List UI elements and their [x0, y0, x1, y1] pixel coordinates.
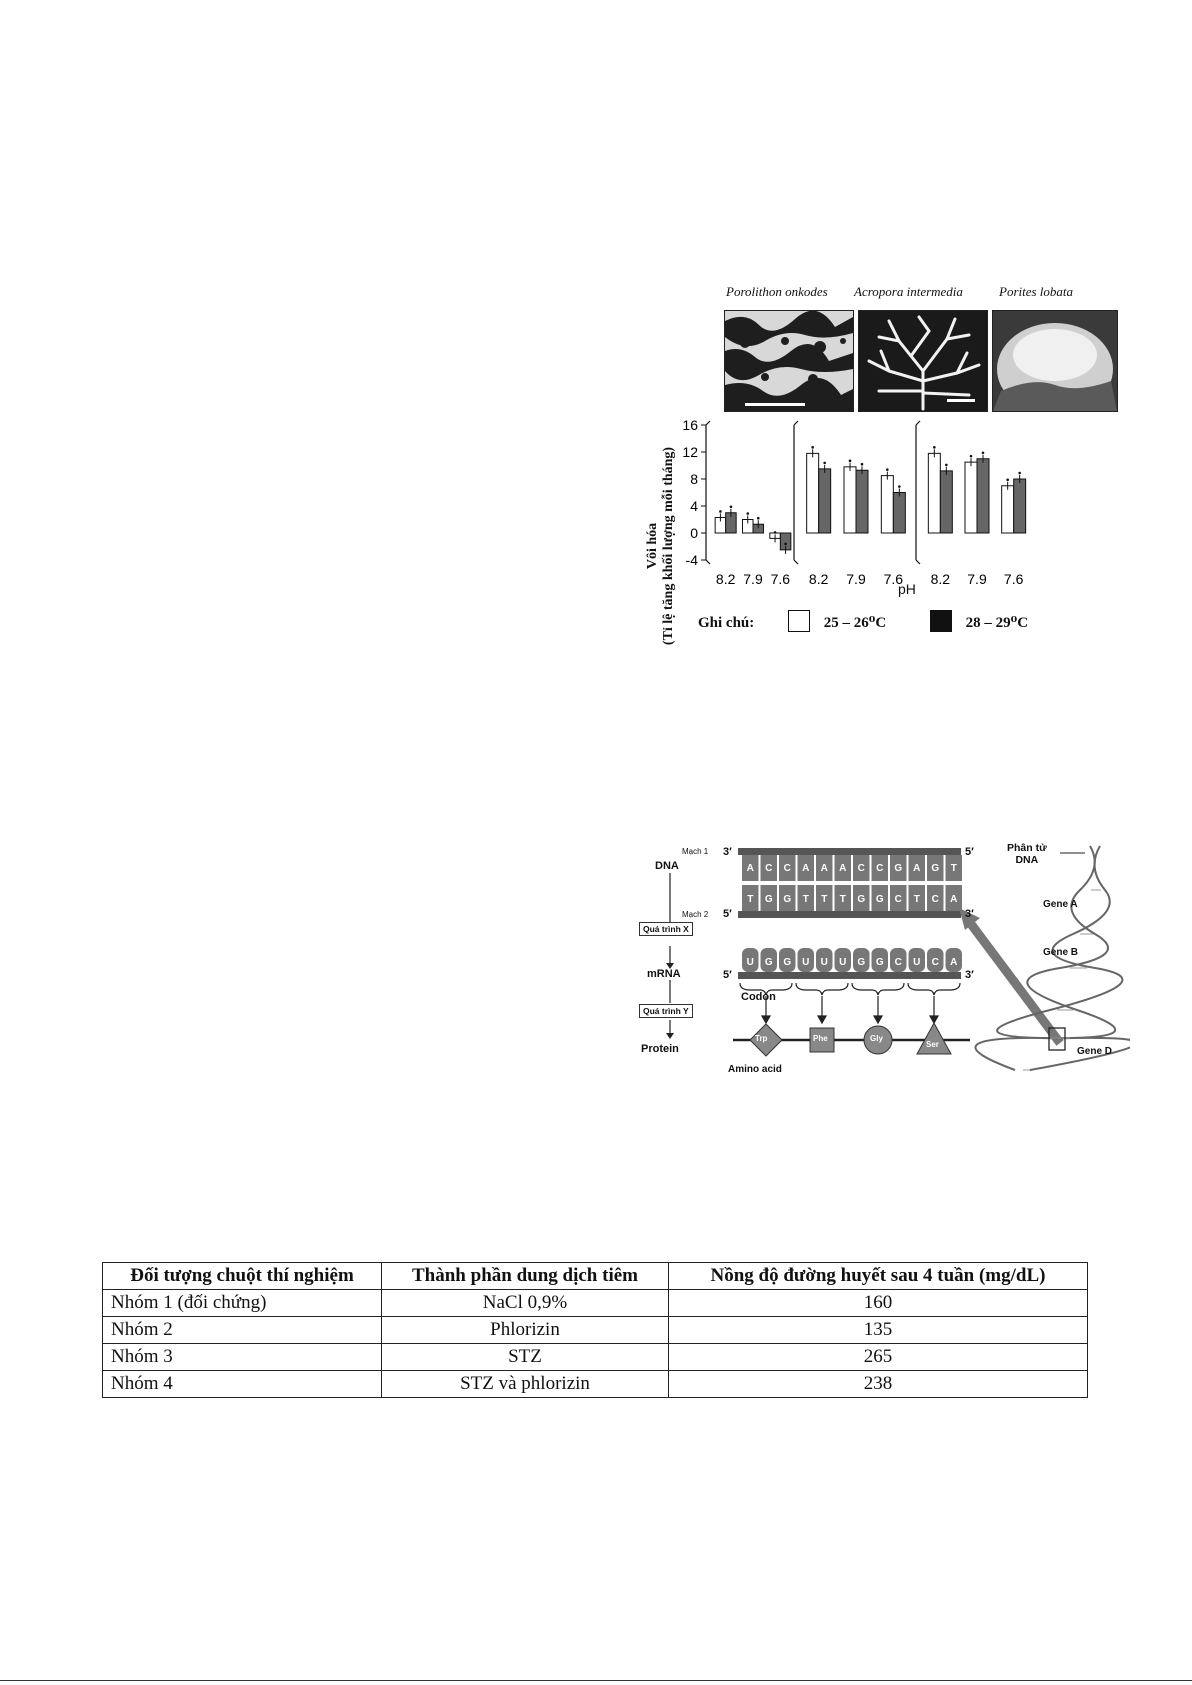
dna-base-letter: T: [913, 894, 920, 905]
coral-calcification-figure: [636, 270, 1116, 646]
axis-hook: [706, 421, 710, 425]
bar: [844, 467, 856, 533]
legend-white-label: 25 – 26⁰C: [823, 615, 887, 631]
dna-base-letter: A: [802, 863, 810, 874]
calcification-bar-chart: [636, 270, 1116, 640]
species-title-porites: Porites lobata: [999, 284, 1074, 299]
cell-injection: STZ: [382, 1344, 669, 1371]
data-point-dot: [730, 505, 733, 508]
mrna-5prime: 5′: [723, 969, 732, 981]
dna-base-letter: G: [857, 894, 866, 905]
data-point-dot: [898, 485, 901, 488]
cell-group: Nhóm 4: [103, 1371, 382, 1398]
mrna-base-letter: C: [931, 957, 939, 968]
axis-hook: [916, 560, 920, 564]
data-point-dot: [719, 510, 722, 513]
x-tick-label: 8.2: [808, 571, 829, 587]
data-point-dot: [757, 517, 760, 520]
dna-base-letter: G: [894, 863, 903, 874]
codon-label: Codon: [741, 991, 776, 1003]
mrna-base-letter: G: [857, 957, 866, 968]
y-axis-title-line1: Vôi hóa: [645, 522, 660, 570]
dna-base-letter: G: [875, 894, 884, 905]
blood-glucose-table: [102, 1262, 1088, 1398]
legend: [698, 610, 1028, 632]
y-tick-label: 12: [682, 444, 698, 460]
data-point-dot: [823, 462, 826, 465]
x-tick-label: 7.9: [743, 571, 763, 587]
strand2-label: Mạch 2: [682, 910, 709, 919]
cell-glucose: 265: [669, 1344, 1088, 1371]
cell-group: Nhóm 3: [103, 1344, 382, 1371]
axis-hook: [794, 560, 798, 564]
species-title-porolithon: Porolithon onkodes: [726, 284, 828, 299]
mrna-base-letter: U: [802, 957, 810, 968]
data-point-dot: [886, 468, 889, 471]
dna-base-letter: T: [802, 894, 809, 905]
cell-injection: Phlorizin: [382, 1317, 669, 1344]
header-mouse-group: Đối tượng chuột thí nghiệm: [103, 1263, 382, 1290]
legend-black-swatch: [930, 610, 952, 632]
x-tick-label: 8.2: [930, 571, 951, 587]
x-tick-label: 7.9: [967, 571, 987, 587]
cell-injection: STZ và phlorizin: [382, 1371, 669, 1398]
dna-base-letter: C: [931, 894, 939, 905]
bar: [1014, 479, 1026, 533]
y-tick-label: 8: [690, 471, 698, 487]
bar: [893, 493, 905, 534]
dna-base-letter: A: [746, 863, 754, 874]
x-axis-title: pH: [898, 581, 916, 597]
header-injection: Thành phần dung dịch tiêm: [382, 1263, 669, 1290]
mrna-base-letter: G: [875, 957, 884, 968]
amino-acid-trp: Trp: [755, 1034, 768, 1043]
strand1-label: Mạch 1: [682, 847, 709, 856]
x-tick-label: 7.6: [770, 571, 791, 587]
molecule-label-line2: DNA: [1015, 854, 1039, 866]
species-title-acropora: Acropora intermedia: [854, 284, 963, 299]
axis-hook: [916, 421, 920, 425]
data-point-dot: [1006, 478, 1009, 481]
data-point-dot: [811, 446, 814, 449]
legend-black-label: 28 – 29⁰C: [965, 615, 1029, 631]
data-point-dot: [933, 446, 936, 449]
bar: [881, 476, 893, 533]
x-tick-label: 7.6: [883, 571, 904, 587]
axis-hook: [706, 560, 710, 564]
strand2-5prime: 5′: [723, 908, 732, 920]
y-tick-label: 4: [690, 498, 698, 514]
mrna-label: mRNA: [647, 968, 681, 980]
mrna-base-letter: U: [913, 957, 921, 968]
bar: [928, 453, 940, 533]
mrna-base-letter: U: [839, 957, 847, 968]
strand1-5prime: 5′: [965, 846, 974, 858]
mrna-base-letter: G: [783, 957, 792, 968]
bar: [807, 453, 819, 533]
dna-diagram-graphics: [625, 838, 1130, 1103]
dna-label: DNA: [655, 860, 679, 872]
bar: [819, 469, 831, 533]
dna-base-letter: T: [747, 894, 754, 905]
dna-base-letter: A: [839, 863, 847, 874]
dna-base-letter: C: [876, 863, 884, 874]
y-tick-label: 0: [690, 525, 698, 541]
gene-b-label: Gene B: [1043, 947, 1079, 958]
table-row: [103, 1371, 1088, 1398]
dna-base-letter: A: [820, 863, 828, 874]
cell-glucose: 135: [669, 1317, 1088, 1344]
bar: [856, 470, 868, 533]
dna-base-letter: C: [894, 894, 902, 905]
data-point-dot: [982, 451, 985, 454]
page-bottom-rule: [0, 1680, 1192, 1681]
process-x-box: Quá trình X: [639, 922, 693, 936]
bar: [1002, 486, 1014, 533]
cell-glucose: 160: [669, 1290, 1088, 1317]
data-point-dot: [945, 464, 948, 467]
amino-acid-ser: Ser: [926, 1040, 939, 1049]
x-tick-label: 7.9: [846, 571, 866, 587]
y-tick-label: 16: [682, 417, 698, 433]
amino-acid-gly: Gly: [870, 1034, 883, 1043]
mrna-3prime: 3′: [965, 969, 974, 981]
legend-white-swatch: [788, 610, 810, 632]
gene-a-label: Gene A: [1043, 899, 1078, 910]
header-glucose: Nồng độ đường huyết sau 4 tuần (mg/dL): [669, 1263, 1088, 1290]
axis-hook: [794, 421, 798, 425]
dna-base-letter: A: [950, 894, 958, 905]
bar: [965, 462, 977, 533]
cell-glucose: 238: [669, 1371, 1088, 1398]
bar: [940, 471, 952, 533]
data-point-dot: [861, 463, 864, 466]
table-row: [103, 1317, 1088, 1344]
mrna-base-letter: A: [950, 957, 958, 968]
cell-injection: NaCl 0,9%: [382, 1290, 669, 1317]
x-tick-label: 7.6: [1003, 571, 1024, 587]
dna-base-letter: G: [931, 863, 940, 874]
mrna-base-letter: U: [746, 957, 754, 968]
dna-base-letter: T: [839, 894, 846, 905]
y-axis-title-line2: (Tỉ lệ tăng khối lượng mỗi tháng): [661, 446, 676, 646]
x-tick-label: 8.2: [715, 571, 736, 587]
table-row: [103, 1344, 1088, 1371]
dna-base-letter: G: [783, 894, 792, 905]
dna-base-letter: C: [857, 863, 865, 874]
molecule-label-line1: Phân tử: [1007, 842, 1047, 854]
strand1-3prime: 3′: [723, 846, 732, 858]
data-point-dot: [1018, 472, 1021, 475]
cell-group: Nhóm 2: [103, 1317, 382, 1344]
amino-acid-phe: Phe: [813, 1034, 828, 1043]
dna-base-letter: C: [765, 863, 773, 874]
dna-base-letter: A: [913, 863, 921, 874]
legend-prefix: Ghi chú:: [698, 615, 755, 631]
process-y-box: Quá trình Y: [639, 1004, 693, 1018]
data-point-dot: [849, 460, 852, 463]
molecule-label: [1007, 842, 1047, 866]
bar: [977, 459, 989, 533]
mrna-base-letter: G: [764, 957, 773, 968]
strand2-3prime: 3′: [965, 908, 974, 920]
data-point-dot: [774, 531, 777, 534]
data-point-dot: [970, 455, 973, 458]
dna-base-letter: T: [950, 863, 957, 874]
dna-base-letter: T: [821, 894, 828, 905]
protein-label: Protein: [641, 1043, 679, 1055]
mrna-base-letter: C: [894, 957, 902, 968]
gene-d-label: Gene D: [1077, 1046, 1113, 1057]
mrna-base-letter: U: [820, 957, 828, 968]
data-point-dot: [746, 512, 749, 515]
table-header-row: [103, 1263, 1088, 1290]
cell-group: Nhóm 1 (đối chứng): [103, 1290, 382, 1317]
dna-base-letter: G: [764, 894, 773, 905]
gene-expression-diagram: [625, 838, 1130, 1103]
table-row: [103, 1290, 1088, 1317]
data-point-dot: [784, 543, 787, 546]
amino-acid-label: Amino acid: [728, 1064, 782, 1075]
y-tick-label: -4: [685, 552, 698, 568]
dna-base-letter: C: [783, 863, 791, 874]
